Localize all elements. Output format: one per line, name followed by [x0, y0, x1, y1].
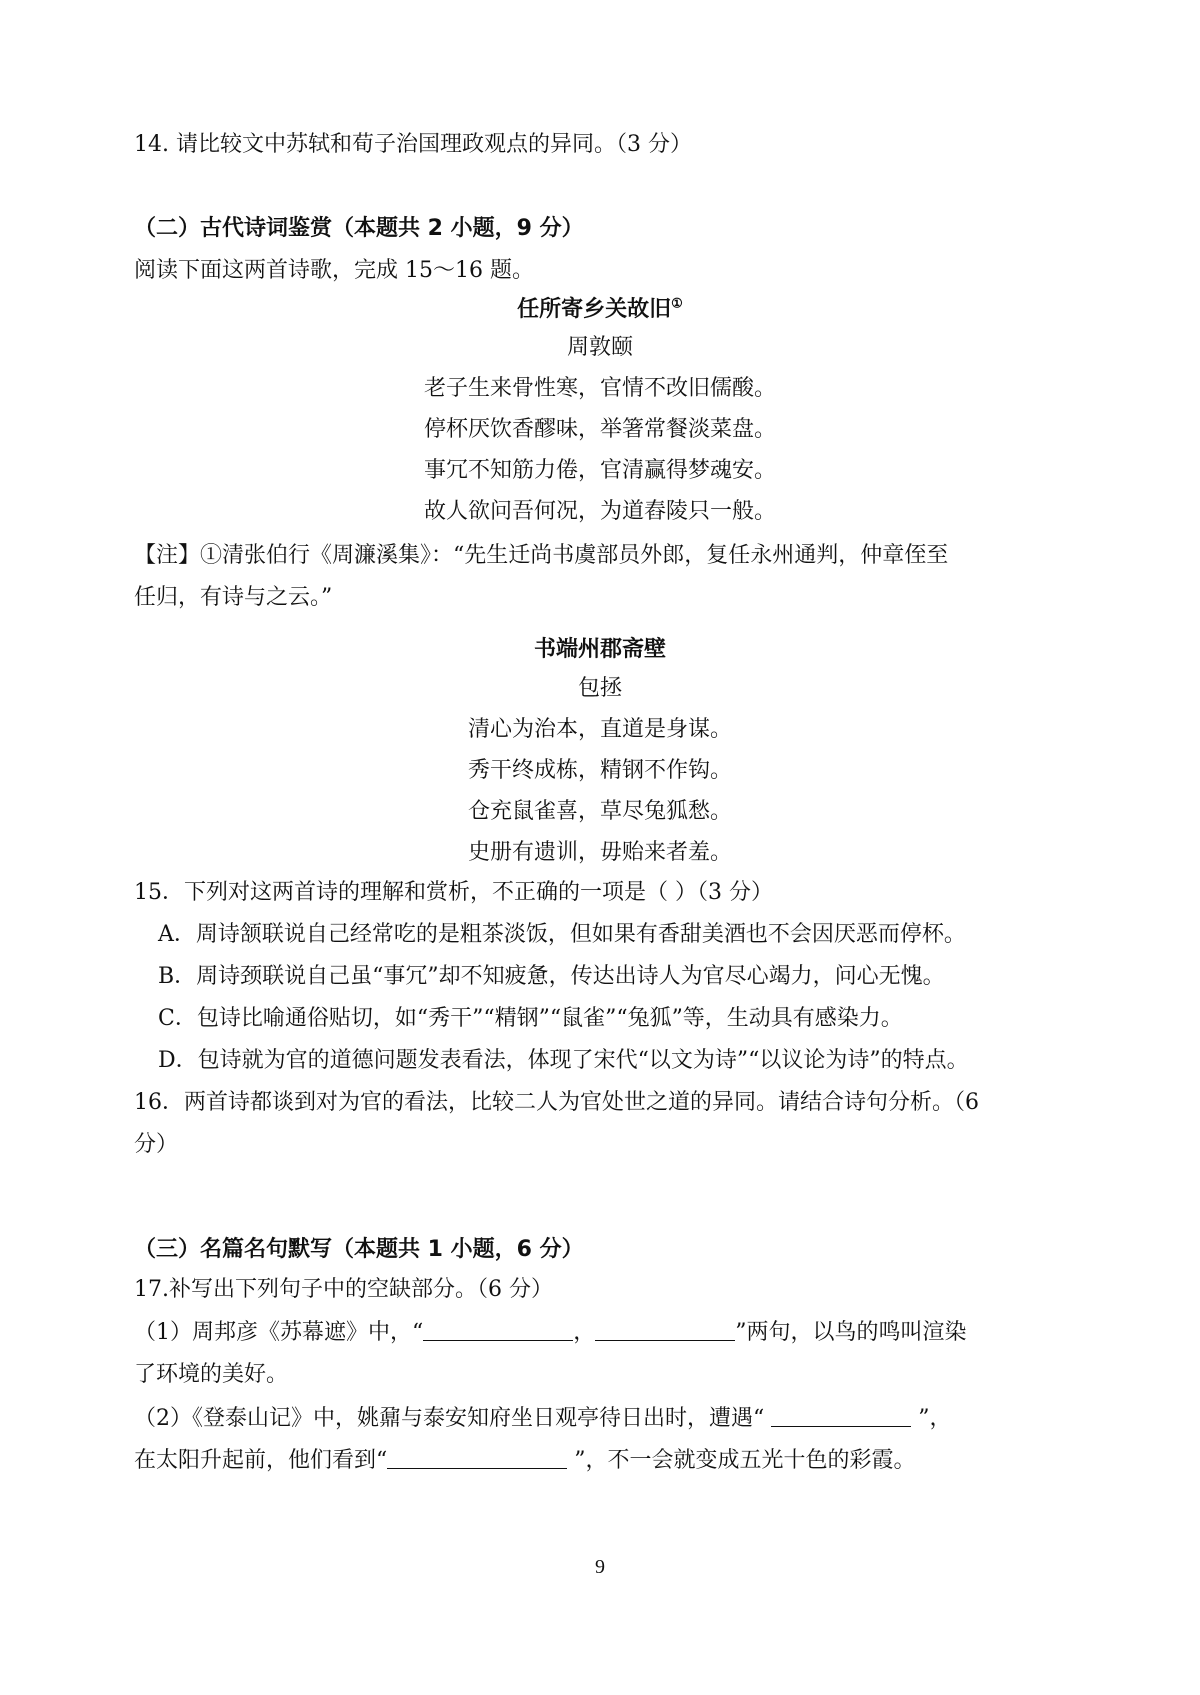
question-15-option-d: D．包诗就为官的道德问题发表看法，体现了宋代“以文为诗”“以议论为诗”的特点。: [158, 1048, 969, 1073]
footnote-line: 任归，有诗与之云。”: [134, 585, 333, 610]
question-16-line: 分）: [134, 1132, 179, 1157]
poem-1-title: [0, 292, 1200, 326]
answer-blank[interactable]: [423, 1318, 573, 1341]
item-2-text-d: ”，不一会就变成五光十色的彩霞。: [567, 1448, 916, 1473]
question-14: 14. 请比较文中苏轼和荀子治国理政观点的异同。（3 分）: [134, 132, 692, 157]
poem-2-author: 包拯: [577, 676, 622, 701]
question-17-item-1: [134, 1316, 1094, 1350]
question-17-item-1-cont: 了环境的美好。: [134, 1362, 289, 1387]
question-15-option-c: C．包诗比喻通俗贴切，如“秀干”“精钢”“鼠雀”“兔狐”等，生动具有感染力。: [158, 1006, 903, 1031]
page-number: 9: [595, 1556, 605, 1578]
question-17-stem: 17.补写出下列句子中的空缺部分。（6 分）: [134, 1277, 553, 1302]
question-15-option-a: A．周诗颔联说自己经常吃的是粗茶淡饭，但如果有香甜美酒也不会因厌恶而停杯。: [158, 922, 966, 947]
poem-1-line: 老子生来骨性寒，官情不改旧儒酸。: [423, 376, 776, 401]
question-17-item-2: [134, 1402, 1094, 1436]
poem-1-line: 停杯厌饮香醪味，举箸常餐淡菜盘。: [423, 417, 776, 442]
poem-1-line: 故人欲问吾何况，为道舂陵只一般。: [423, 499, 776, 524]
poem-2-title: 书端州郡斋壁: [533, 636, 666, 662]
question-15-option-b: B．周诗颈联说自己虽“事冗”却不知疲惫，传达出诗人为官尽心竭力，问心无愧。: [158, 964, 945, 989]
question-17-item-2-cont: [134, 1444, 1094, 1478]
question-15-stem: 15．下列对这两首诗的理解和赏析，不正确的一项是（ ）（3 分）: [134, 880, 773, 905]
poem-2-line: 秀干终成栋，精钢不作钩。: [467, 758, 732, 783]
answer-blank[interactable]: [771, 1404, 911, 1427]
question-16-line: 16．两首诗都谈到对为官的看法，比较二人为官处世之道的异同。请结合诗句分析。（6: [134, 1090, 979, 1115]
poem-1-title-text: 任所寄乡关故旧: [517, 296, 672, 322]
item-2-text-a: （2）《登泰山记》中，姚鼐与泰安知府坐日观亭待日出时，遭遇“: [134, 1406, 772, 1431]
answer-blank[interactable]: [387, 1446, 567, 1469]
footnote-line: 【注】①清张伯行《周濂溪集》：“先生迁尚书虞部员外郎，复任永州通判，仲章侄至: [134, 543, 949, 568]
item-1-text-b: ”两句，以鸟的鸣叫渲染: [735, 1320, 967, 1345]
poem-1-author: 周敦颐: [566, 335, 633, 360]
item-1-separator: ，: [573, 1320, 596, 1345]
footnote-marker: ①: [671, 296, 683, 312]
section-2-heading: （二）古代诗词鉴赏（本题共 2 小题，9 分）: [134, 216, 584, 241]
answer-blank[interactable]: [595, 1318, 735, 1341]
item-2-text-b: ”，: [911, 1406, 952, 1431]
poem-2-line: 仓充鼠雀喜，草尽兔狐愁。: [467, 799, 732, 824]
poem-2-line: 史册有遗训，毋贻来者羞。: [467, 840, 732, 865]
item-2-text-c: 在太阳升起前，他们看到“: [134, 1448, 388, 1473]
section-3-heading: （三）名篇名句默写（本题共 1 小题，6 分）: [134, 1237, 584, 1262]
item-1-text-a: （1）周邦彦《苏幕遮》中，“: [134, 1320, 424, 1345]
section-2-intro: 阅读下面这两首诗歌，完成 15～16 题。: [134, 258, 534, 283]
poem-2-line: 清心为治本，直道是身谋。: [467, 717, 732, 742]
poem-1-line: 事冗不知筋力倦，官清赢得梦魂安。: [423, 458, 776, 483]
